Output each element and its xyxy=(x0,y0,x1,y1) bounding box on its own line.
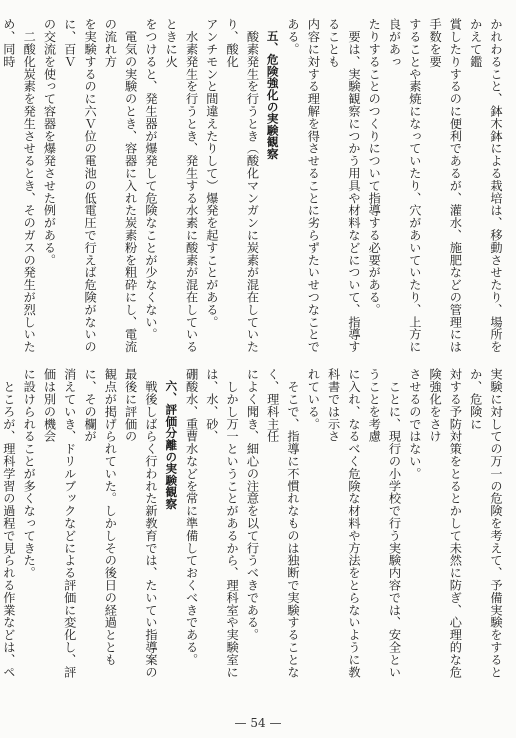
text-line: することや素焼になっていたり、穴があいていたり、上方に良があっ xyxy=(387,18,422,353)
text-line: 電気の実験のとき、容器に入れた炭素粉を粗砕にし、電流の流れ方 xyxy=(103,18,138,353)
upper-text-block xyxy=(1,18,506,354)
text-line: そこで、指導に不慣れなものは独断で実験することなく、理科主任 xyxy=(265,368,301,678)
text-line: 実験に対しての万一の危険を考えて、予備実験をするとか、危険に xyxy=(468,368,503,678)
text-line: たりすることのつくりについて指導する必要がある。 xyxy=(367,18,382,316)
text-line: 二酸化炭素を発生させるとき、そのガスの発生が烈しいため、同時 xyxy=(1,18,37,353)
text-line: かれわること、鉢木鉢による栽培は、移動させたり、場所をかえて鑑 xyxy=(468,18,503,353)
text-line: 要は、実験観察につかう用具や材料などについて、指導することも xyxy=(326,18,361,353)
text-line: 水素発生を行うとき、発生する水素に酸素が混在しているときに火 xyxy=(164,18,199,353)
text-line: させるのではない。 xyxy=(407,368,422,480)
text-line: 硼酸水、重曹水などを常に準備しておくべきである。 xyxy=(184,368,199,666)
section-heading-6: 六、評価分離の実験観察 xyxy=(164,368,179,510)
text-line: 酸素発生を行うとき（酸化マンガンに炭素が混在していたり、酸化 xyxy=(225,18,260,353)
text-line: れている。 xyxy=(306,368,321,430)
lower-text-block xyxy=(1,368,506,690)
text-line: 消えていき、ドリルブックなどによる評価に変化し、評価は別の機会 xyxy=(42,368,77,678)
text-line: 観点が掲げられていた。しかしその後日の経過とともに、その欄が xyxy=(83,368,118,666)
page-number: — 54 — xyxy=(234,716,282,730)
text-line: ところが、理科学習の過程で見られる作業などは、ペ xyxy=(1,380,16,678)
text-line: の交流を使って容器を爆発させた例がある。 xyxy=(42,18,57,266)
section-heading-5: 五、危険強化の実験観察 xyxy=(265,18,280,160)
text-line: ことに、現行の小学校で行う実験内容では、安全ということを考慮 xyxy=(367,368,402,678)
text-line: アンチモンと間違えたりして）爆発を起すことがある。 xyxy=(204,18,219,328)
text-line: 戦後しばらく行われた新教育では、たいてい指導案の最後に評価の xyxy=(123,368,158,678)
text-line: 対する予防対策をとるとかして未然に防ぎ、心理的な危険強化をさけ xyxy=(428,368,463,678)
text-line: 賞したりするのに便利であるが、灌水、施肥などの管理には手数を要 xyxy=(428,18,463,353)
text-line: をつけると、発生器が爆発して危険なことが少なくない。 xyxy=(143,18,158,341)
text-line: に入れ、なるべく危険な材料や方法をとらないように教科書では示さ xyxy=(326,368,361,678)
text-line: によく聞き、細心の注意を以て行うべきである。 xyxy=(245,368,260,641)
text-line: 内容に対する理解を得させることに劣らずたいせつなことである。 xyxy=(286,18,321,353)
text-line: しかし万一ということがあるから、理科室や実験室には、水、砂、 xyxy=(204,368,240,678)
text-line: を実験するのに六Ｖ位の電池の低電圧で行えば危険がないのに、百Ｖ xyxy=(62,18,98,353)
text-line: に設けられることが多くなってきた。 xyxy=(22,368,37,579)
